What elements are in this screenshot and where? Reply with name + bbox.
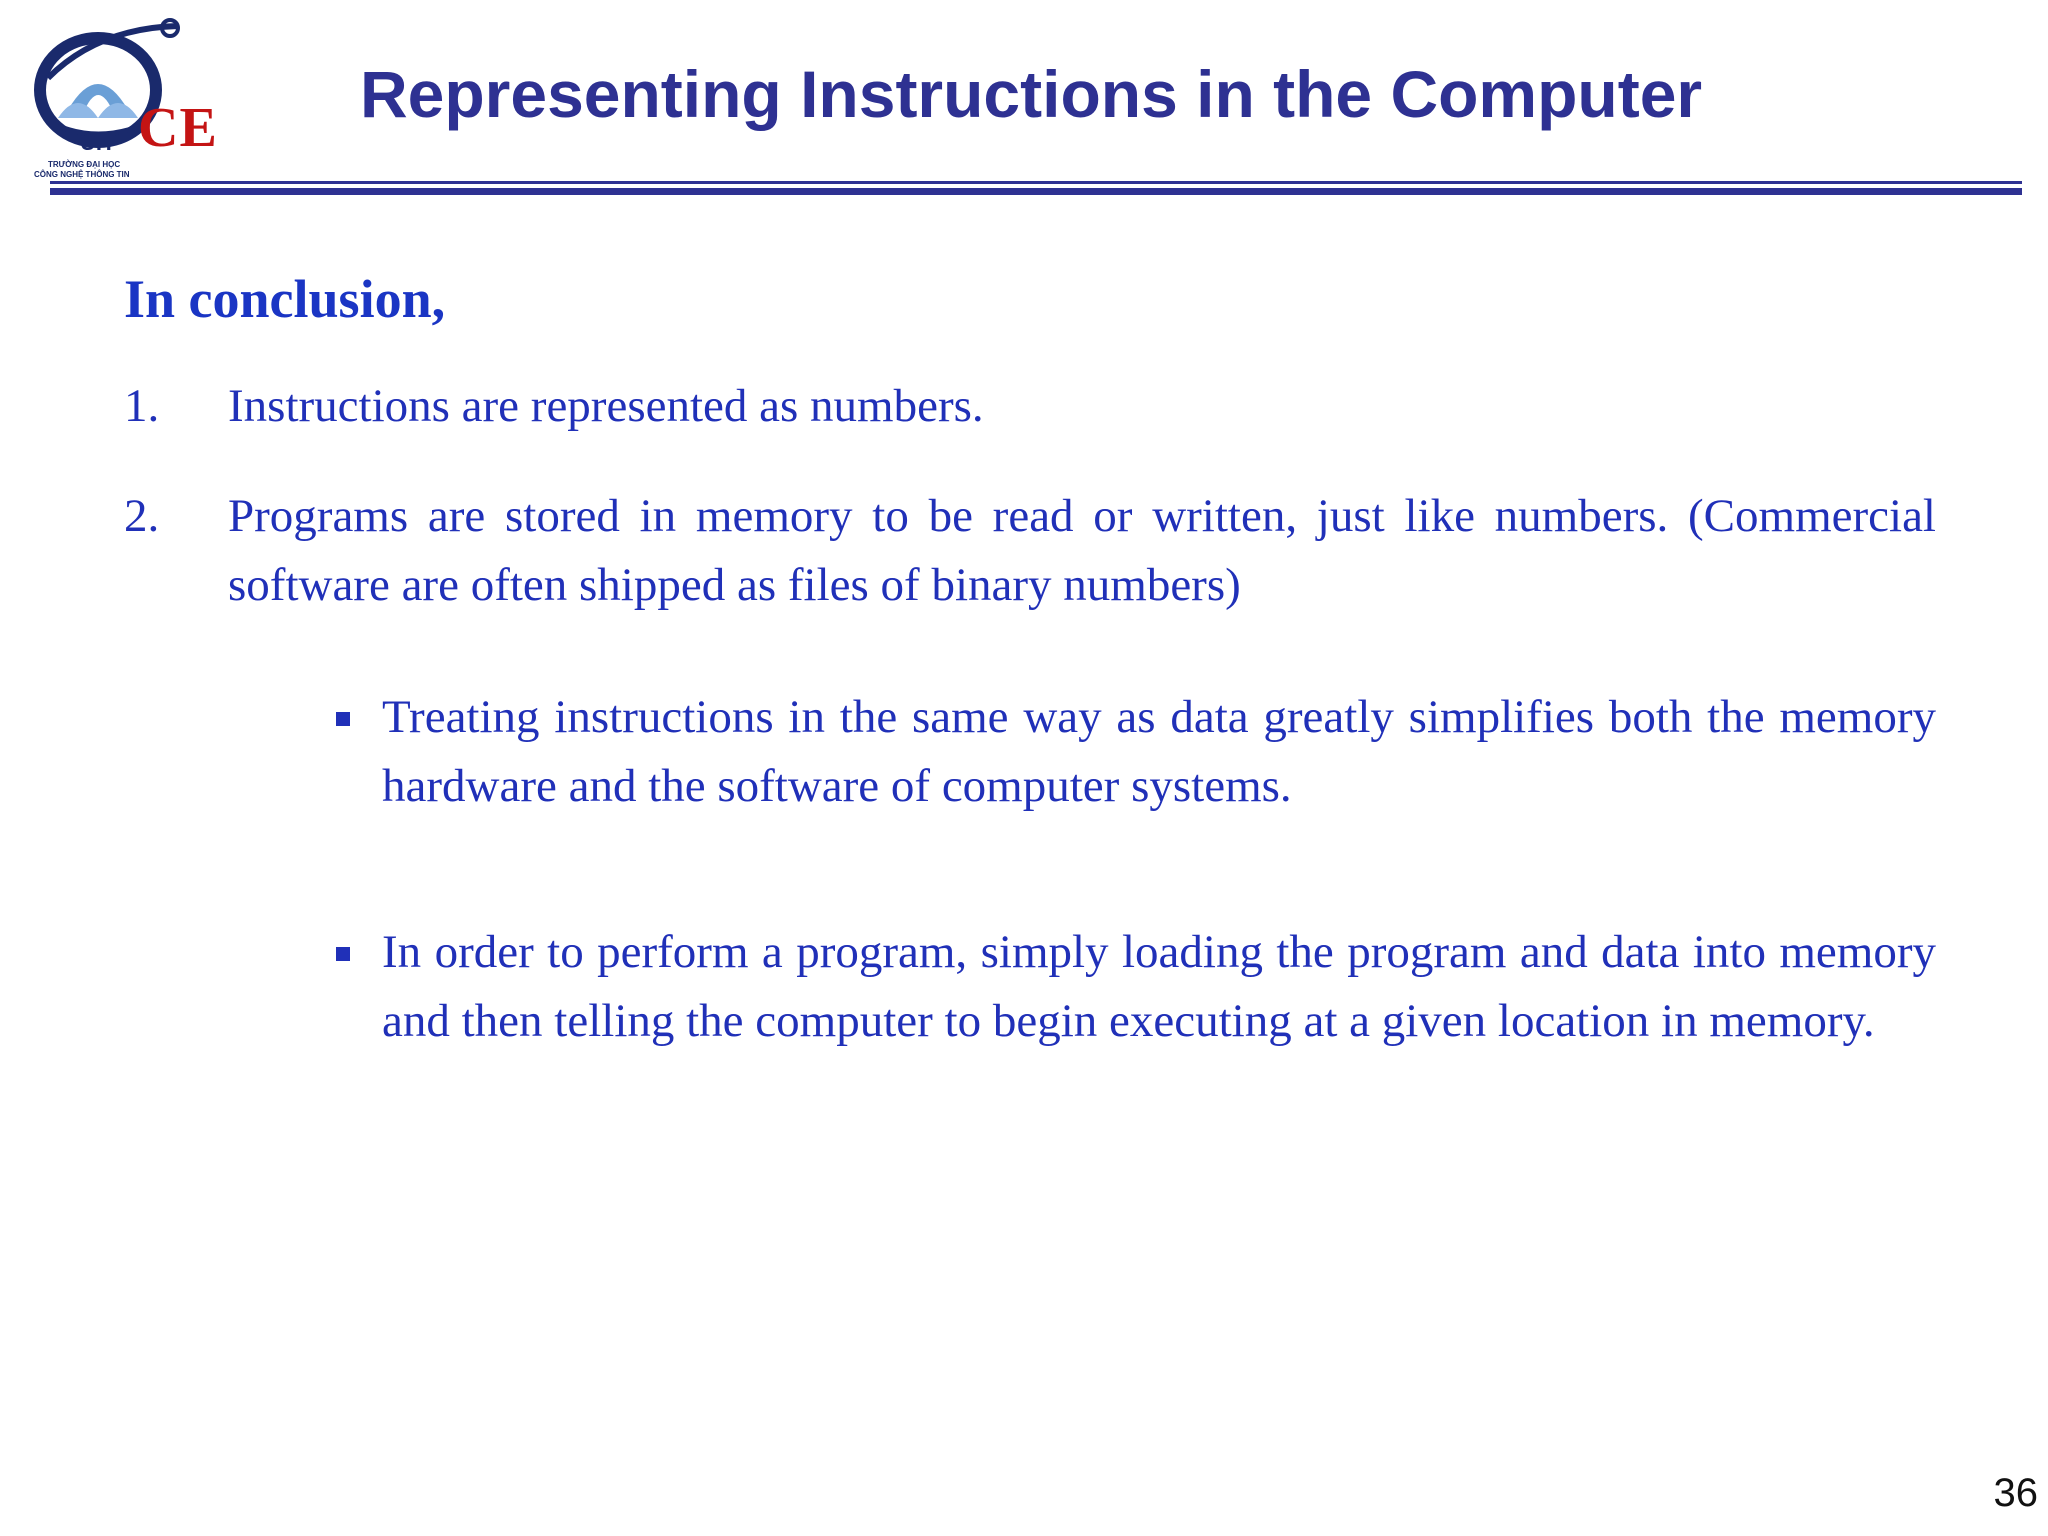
numbered-item-1 [124,372,1936,441]
page-number: 36 [1993,1471,2038,1515]
title-divider-thin [50,181,2022,184]
numbered-item-2 [124,482,1936,620]
item-number: 1. [124,380,160,432]
bullet-text: Treating instructions in the same way as data greatly simplifies both the memory hardware and the software of computer systems. [382,691,1936,812]
bullet-item-2 [332,918,1936,1056]
bullet-text: In order to perform a program, simply loading the program and data into memory and then telling the computer to begin executing at a given location in memory. [382,926,1936,1047]
item-text: Programs are stored in memory to be read or written, just like numbers. (Commercial software are often shipped as files of binary numbers) [228,490,1936,611]
section-heading: In conclusion, [124,269,446,329]
square-bullet-icon [332,918,382,1056]
square-bullet-icon [332,683,382,821]
logo-ce-text: CE [138,97,218,159]
logo-subtitle-line2: CÔNG NGHỆ THÔNG TIN [34,170,130,179]
slide-title: Representing Instructions in the Computer [360,57,1703,131]
logo-uit-text: UIT [80,130,116,155]
title-divider-thick [50,188,2022,195]
item-text: Instructions are represented as numbers. [228,380,984,432]
bullet-item-1 [332,683,1936,821]
item-number: 2. [124,490,160,542]
logo-subtitle-line1: TRƯỜNG ĐẠI HỌC [48,160,121,169]
